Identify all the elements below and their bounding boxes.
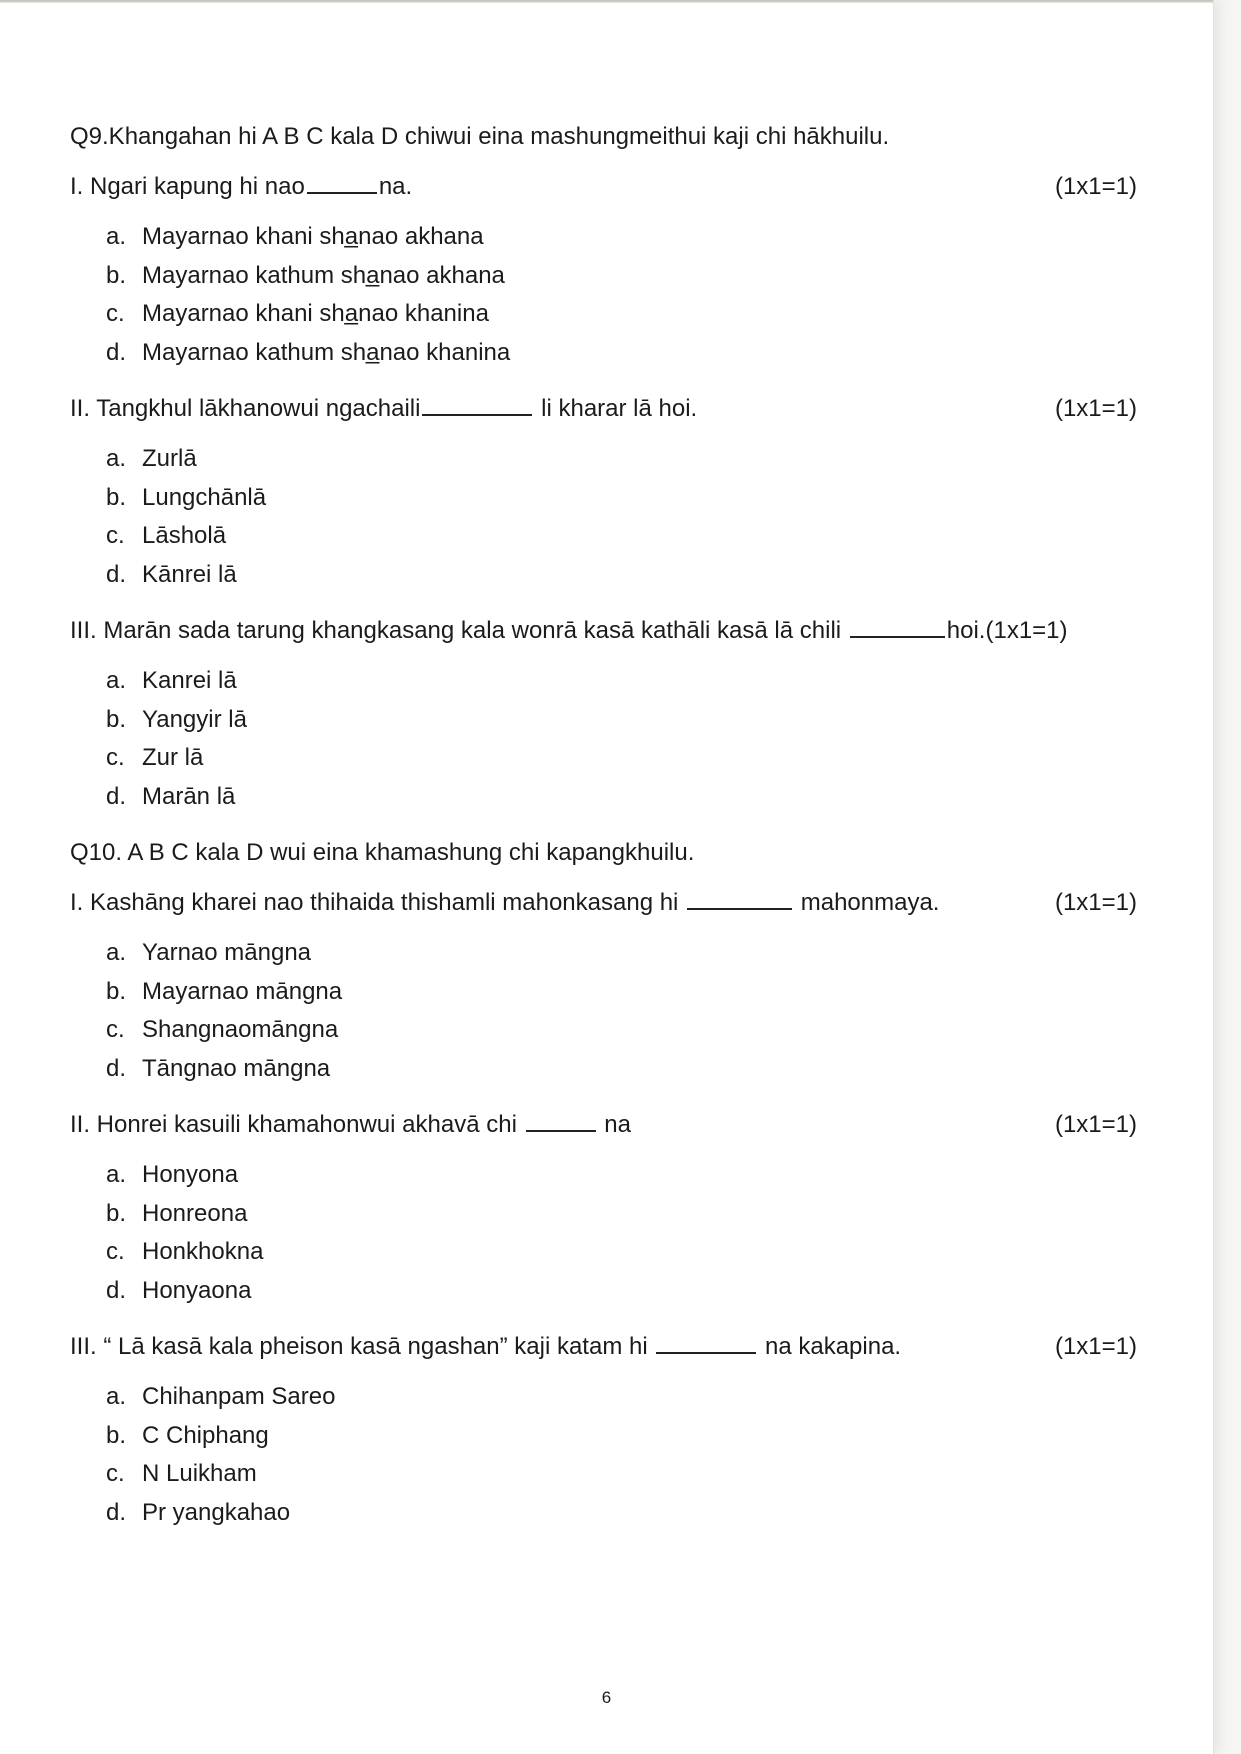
option-item: c. Mayarnao khani sha̲nao khanina	[106, 300, 489, 327]
question-text-end: mahonmaya.	[800, 889, 940, 916]
option-item: a. Zurlā	[106, 445, 197, 472]
question-text: II. Honrei kasuili khamahonwui akhavā chi	[70, 1111, 517, 1138]
q10-3-options	[70, 1378, 1145, 1532]
question-text-end: hoi.(1x1=1)	[946, 617, 1068, 644]
question-text: I. Ngari kapung hi nao	[70, 173, 305, 200]
q10-1-question	[70, 884, 1145, 922]
question-text: III. Marān sada tarung khangkasang kala wonrā kasā kathāli kasā lā chili	[70, 617, 842, 644]
q10-2-question	[70, 1106, 1145, 1144]
answer-blank	[307, 172, 377, 194]
option-item: c. Shangnaomāngna	[106, 1016, 339, 1043]
q9-2-question	[70, 390, 1145, 428]
q9-3-options	[70, 662, 1145, 816]
q9-3-question	[70, 612, 1145, 650]
answer-blank	[422, 394, 532, 416]
option-item: c. Lāsholā	[106, 522, 227, 549]
page-content	[70, 118, 1145, 1550]
option-item: a. Mayarnao khani sha̲nao akhana	[106, 223, 484, 250]
option-item: b. Lungchānlā	[106, 483, 267, 511]
question-text-end: na.	[378, 173, 413, 200]
answer-blank	[526, 1110, 596, 1132]
marks-label: (1x1=1)	[1054, 395, 1137, 422]
answer-blank	[656, 1332, 756, 1354]
option-item: d. Mayarnao kathum sha̲nao khanina	[106, 338, 511, 366]
marks-label: (1x1=1)	[1054, 173, 1137, 200]
option-item: d. Pr yangkahao	[106, 1498, 291, 1526]
option-item: b. Mayarnao kathum sha̲nao akhana	[106, 261, 505, 289]
option-item: d. Honyaona	[106, 1276, 252, 1304]
q10-heading: Q10. A B C kala D wui eina khamashung chi kapangkhuilu.	[70, 839, 695, 866]
q9-2-options	[70, 440, 1145, 594]
answer-blank	[850, 616, 945, 638]
option-item: c. Honkhokna	[106, 1238, 264, 1265]
q9-1-options	[70, 218, 1145, 372]
option-item: a. Yarnao māngna	[106, 939, 312, 966]
option-item: b. Honreona	[106, 1199, 248, 1227]
option-item: b. Mayarnao māngna	[106, 977, 343, 1005]
question-text-end: li kharar lā hoi.	[541, 395, 698, 422]
marks-label: (1x1=1)	[1054, 1111, 1137, 1138]
marks-label: (1x1=1)	[1054, 1333, 1137, 1360]
q10-2-options	[70, 1156, 1145, 1310]
option-item: c. Zur lā	[106, 744, 204, 771]
option-item: a. Chihanpam Sareo	[106, 1383, 336, 1410]
answer-blank	[687, 888, 792, 910]
option-item: d. Tāngnao māngna	[106, 1054, 331, 1082]
option-item: b. C Chiphang	[106, 1421, 269, 1449]
question-text: II. Tangkhul lākhanowui ngachaili	[70, 395, 421, 422]
question-text: III. “ Lā kasā kala pheison kasā ngashan” kaji katam hi	[70, 1333, 648, 1360]
q10-1-options	[70, 934, 1145, 1088]
q9-heading: Q9.Khangahan hi A B C kala D chiwui eina mashungmeithui kaji chi hākhuilu.	[70, 123, 890, 150]
option-item: b. Yangyir lā	[106, 705, 247, 733]
scan-edge	[0, 0, 1213, 3]
q9-1-question	[70, 168, 1145, 206]
q10-3-question	[70, 1328, 1145, 1366]
option-item: d. Kānrei lā	[106, 560, 237, 588]
option-item: d. Marān lā	[106, 782, 236, 810]
marks-label: (1x1=1)	[1054, 889, 1137, 916]
question-text: I. Kashāng kharei nao thihaida thishamli mahonkasang hi	[70, 889, 679, 916]
option-item: a. Kanrei lā	[106, 667, 237, 694]
option-item: c. N Luikham	[106, 1460, 257, 1487]
question-text-end: na kakapina.	[765, 1333, 902, 1360]
page-number: 6	[601, 1688, 612, 1707]
option-item: a. Honyona	[106, 1161, 239, 1188]
question-text-end: na	[604, 1111, 631, 1138]
